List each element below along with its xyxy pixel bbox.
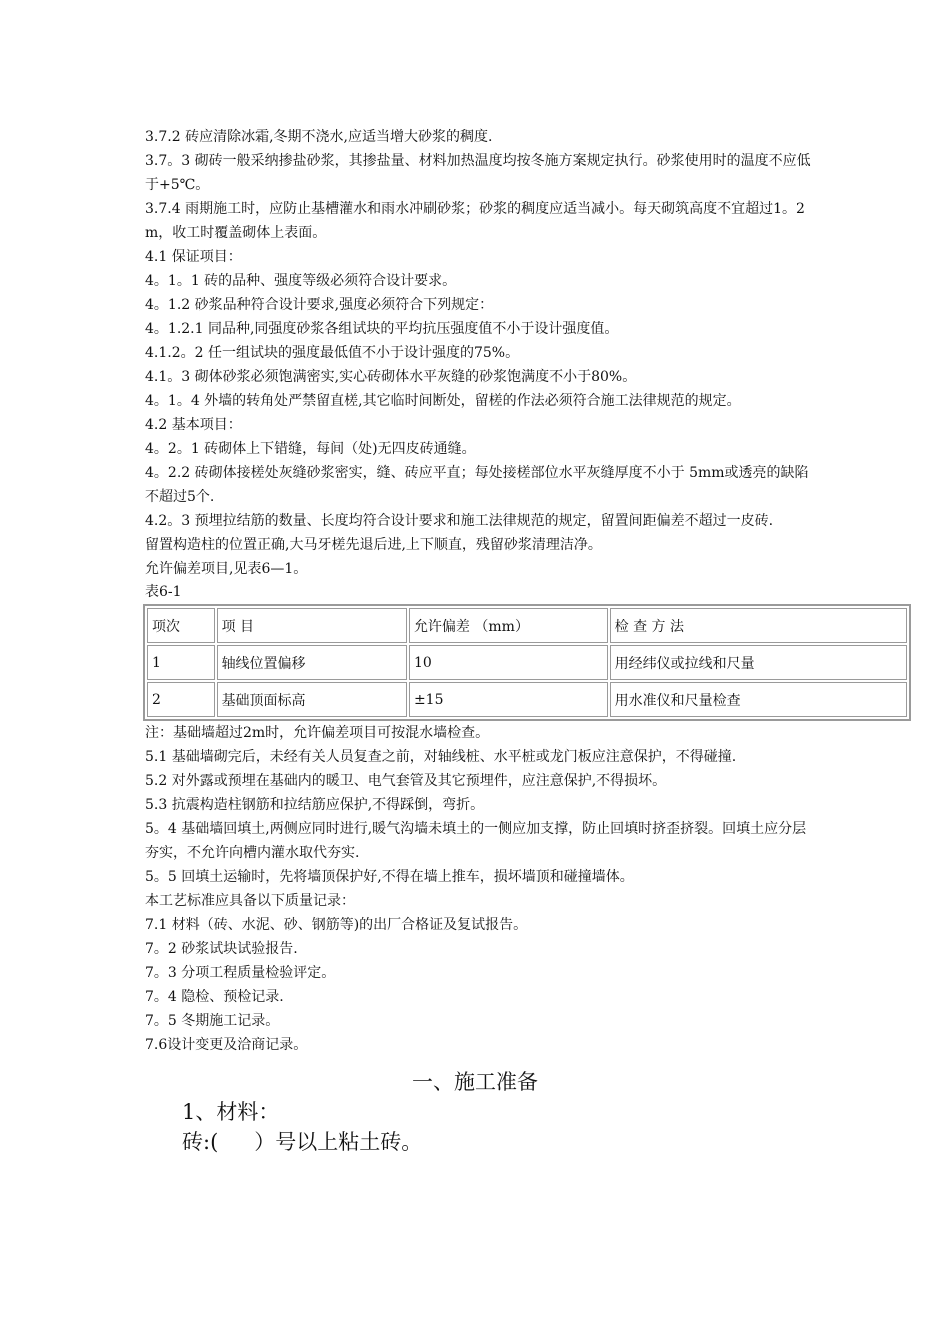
paragraph: 3.7。3 砌砖一般采纳掺盐砂浆，其掺盐量、材料加热温度均按冬施方案规定执行。砂浆使用时的温度不应低于+5℃。 (145, 153, 811, 193)
table-cell: 用经纬仪或拉线和尺量 (610, 645, 907, 680)
table-header-cell: 允许偏差 （mm） (409, 608, 608, 643)
table-cell: 1 (147, 645, 215, 680)
paragraph: 允许偏差项目,见表6—1。 (145, 561, 308, 577)
paragraph: 5.3 抗震构造柱钢筋和拉结筋应保护,不得踩倒，弯折。 (145, 797, 485, 813)
table-row (147, 645, 907, 680)
paragraph: 4。2.2 砖砌体接槎处灰缝砂浆密实，缝、砖应平直；每处接槎部位水平灰缝厚度不小于 5mm或透亮的缺陷不超过5个. (145, 465, 809, 505)
material-line-prefix: 砖:( (182, 1130, 219, 1154)
paragraph: 4。1.2.1 同品种,同强度砂浆各组试块的平均抗压强度值不小于设计强度值。 (145, 321, 619, 337)
paragraph: 3.7.2 砖应清除冰霜,冬期不浇水,应适当增大砂浆的稠度. (145, 129, 493, 145)
document-page (145, 125, 815, 1157)
paragraph: 4.1。3 砌体砂浆必须饱满密实,实心砖砌体水平灰缝的砂浆饱满度不小于80%。 (145, 369, 637, 385)
table-cell: 2 (147, 682, 215, 717)
table-row (147, 682, 907, 717)
material-line (145, 1127, 815, 1157)
subsection-title: 1、材料： (182, 1100, 280, 1124)
paragraph: 4。2。1 砖砌体上下错缝，每间（处)无四皮砖通缝。 (145, 441, 476, 457)
paragraph: 4.2 基本项目： (145, 417, 242, 433)
paragraph: 5。5 回填土运输时，先将墙顶保护好,不得在墙上推车，损坏墙顶和碰撞墙体。 (145, 869, 634, 885)
paragraph: 4。1.2 砂浆品种符合设计要求,强度必须符合下列规定： (145, 297, 494, 313)
paragraph: 3.7.4 雨期施工时，应防止基槽灌水和雨水冲刷砂浆；砂浆的稠度应适当减小。每天砌筑高度不宜超过1。2m，收工时覆盖砌体上表面。 (145, 201, 805, 241)
table-caption: 表6-1 (145, 584, 182, 600)
paragraph: 4。1。1 砖的品种、强度等级必须符合设计要求。 (145, 273, 457, 289)
table-cell: 用水准仪和尺量检查 (610, 682, 907, 717)
paragraph: 留置构造柱的位置正确,大马牙槎先退后进,上下顺直，残留砂浆清理洁净。 (145, 537, 602, 553)
paragraph: 5。4 基础墙回填土,两侧应同时进行,暖气沟墙未填土的一侧应加支撑，防止回填时挤歪挤裂。回填土应分层夯实，不允许向槽内灌水取代夯实. (145, 821, 807, 861)
paragraph: 7。5 冬期施工记录。 (145, 1013, 280, 1029)
table-header-cell: 检 查 方 法 (610, 608, 907, 643)
paragraph: 7.6设计变更及洽商记录。 (145, 1037, 308, 1053)
tolerance-table (143, 604, 911, 721)
table-cell: 轴线位置偏移 (217, 645, 407, 680)
paragraph: 注：基础墙超过2m时，允许偏差项目可按混水墙检查。 (145, 725, 490, 741)
paragraph: 本工艺标准应具备以下质量记录： (145, 893, 355, 909)
paragraph: 4.1 保证项目： (145, 249, 242, 265)
paragraph: 7。2 砂浆试块试验报告. (145, 941, 298, 957)
paragraph: 7.1 材料（砖、水泥、砂、钢筋等)的出厂合格证及复试报告。 (145, 917, 528, 933)
section-title: 一、施工准备 (412, 1070, 538, 1094)
table-cell: 10 (409, 645, 608, 680)
table-header-cell: 项次 (147, 608, 215, 643)
paragraph: 5.2 对外露或预埋在基础内的暖卫、电气套管及其它预埋件，应注意保护,不得损坏。 (145, 773, 667, 789)
paragraph: 4。1。4 外墙的转角处严禁留直槎,其它临时间断处，留槎的作法必须符合施工法律规范的规定。 (145, 393, 741, 409)
table-cell: 基础顶面标高 (217, 682, 407, 717)
paragraph: 7。4 隐检、预检记录. (145, 989, 284, 1005)
paragraph: 5.1 基础墙砌完后，未经有关人员复查之前，对轴线桩、水平桩或龙门板应注意保护，不得碰撞. (145, 749, 737, 765)
paragraph: 7。3 分项工程质量检验评定。 (145, 965, 336, 981)
table-header-row (147, 608, 907, 643)
material-line-suffix: ）号以上粘土砖。 (254, 1130, 423, 1154)
paragraph: 4.2。3 预埋拉结筋的数量、长度均符合设计要求和施工法律规范的规定，留置间距偏差不超过一皮砖. (145, 513, 774, 529)
paragraph: 4.1.2。2 任一组试块的强度最低值不小于设计强度的75%。 (145, 345, 520, 361)
table-cell: ±15 (409, 682, 608, 717)
table-header-cell: 项 目 (217, 608, 407, 643)
